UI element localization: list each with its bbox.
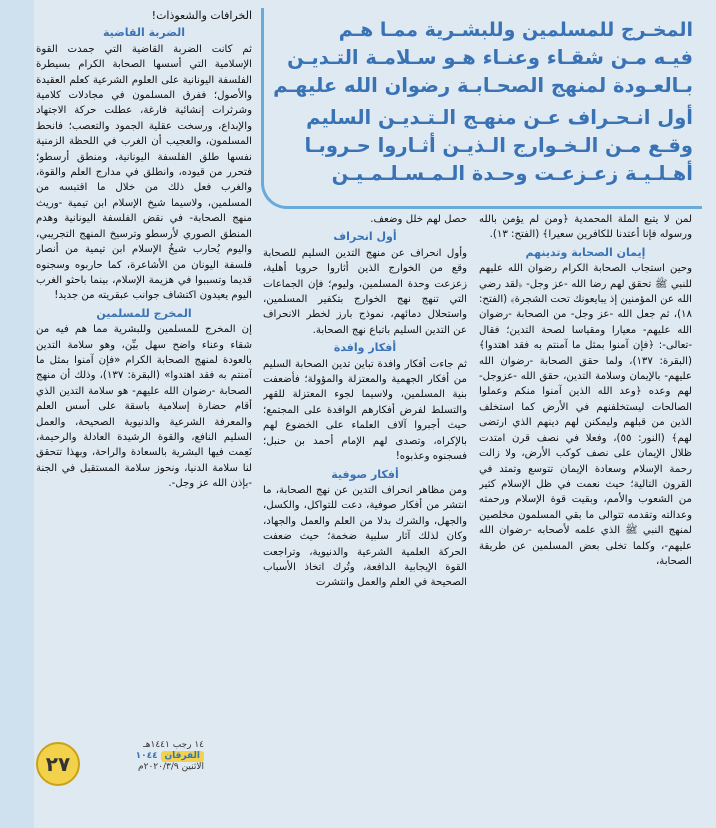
section-heading: إيمان الصحابة وتدينهم (525, 245, 646, 259)
paragraph: وحين استجاب الصحابة الكرام رضوان الله عليهم للنبي ﷺ تحقق لهم رضا الله -عز وجل- ﴿لقد رضي الله عن المؤمنين إذ يبايعونك تحت الشجرة﴾ (الفتح: ١٨)، ثم جعل الله -عز وجل- من الصحابة -رضوان الله عليهم- معيارا ومقياسا لصحة التدين؛ فقال -تعالى-: ﴿فإن آمنوا بمثل ما آمنتم به فقد اهتدوا﴾ (البقرة: ١٣٧)، ولما حقق الصحابة -رضوان الله عليهم- بالإيمان وسلامة التدين، حقق الله -عزوجل- لهم وعده ﴿وعد الله الذين آمنوا منكم وعملوا الصالحات ليستخلفنهم في الأرض كما استخلف الذين من قبلهم وليمكنن لهم دينهم الذي ارتضى لهم﴾ (النور: ٥٥)، وفعلا في نصف قرن امتدت ظلال الإيمان على نصف كوكب الأرض، ولا زالت رحمة الإسلام وسعادة الإيمان تتوسع وتمتد في القرون التالية؛ حيث نعمت في ظل الإسلام كثير من الشعوب والأمم، وبقيت قوة الإسلام ورحمته وعدالته وتقدمه تتوالى ما بقي المسلمون مخلصين لمنهج النبي ﷺ الذي علمه لأصحابه -رضوان الله عليهم-، وكلما تخلى بعض المسلمين عن طريقة الصحابة، (479, 263, 692, 567)
pull-quote-box (263, 16, 693, 204)
pull-quote-line: أهـلـيـة زعـزعـت وحـدة الـمـسـلـمـيـن (331, 162, 693, 185)
pull-quote-line: فيـه مـن شقـاء وعنـاء هـو سـلامـة التـديـن (287, 46, 693, 69)
paragraph: ثم كانت الضربة القاضية التي جمدت القوة الإسلامية التي أسسها الصحابة الكرام بسيطرة الفلسفة اليونانية على العلوم الشرعية كعلم العقيدة والأصول؛ ففرق المسلمون في مجادلات كلامية وشرثرات إنشائية فارغة، عطلت حركة الاجتهاد والإبداع، ورسخت عقلية الجمود والتعصب؛ فانحط المسلمون، والعجيب أن الغرب في اللحظة الزمنية نفسها طلق الفلسفة اليونانية، ومنطق أرسطو؛ فتحرر من قيوده، وانطلق في مدارج العلم والقوة، والغرب فعل ذلك من خلال ما اقتبسه من المسلمين، ولاسيما شيخ الإسلام ابن تيمية -وريث منهج الصحابة- في نقض الفلسفة اليونانية وهدم المنطق الصوري لأرسطو وترسيخ المنهج التجريبي، واليوم يُحارب شيخُ الإسلام ابن تيمية من أنصار فلسفة اليونان من الأشاعرة، كما حاربوه وسجنوه قديما وتسببوا في هزيمة الإسلام، بينما باحثو الغرب اليوم يعيدون اكتشاف جوانب عبقريته من جديد! (36, 43, 252, 302)
paragraph: ومن مظاهر انحراف التدين عن نهج الصحابة، ما انتشر من أفكار صوفية، دعت للتواكل، والكسل، والجهل، والشرك بدلا من العلم والعمل والجهاد، وكان لذلك آثار سلبية ضخمة؛ حيث ضعفت الحركة العلمية الشرعية والدنيوية، وتراجعت القوة الإيجابية الدافعة، وتُرك اتخاذ الأسباب الصحيحة في العلم والعمل وانتشرت (263, 484, 467, 589)
section-heading: المخرج للمسلمين (96, 306, 192, 320)
gregorian-date: الاثنين ٢٠٢٠/٣/٩م (138, 762, 204, 772)
pull-quote-line: المخـرج للمسلمين وللبشـرية ممـا هـم (338, 19, 693, 41)
issue-info (84, 740, 204, 773)
pull-quote-line: أول انـحـراف عـن منهـج الـتـديـن السليم (306, 106, 693, 129)
left-column (36, 6, 252, 734)
section-heading: أول انحراف (333, 230, 397, 244)
continued-text: الخرافات والشعوذات! (151, 9, 252, 22)
magazine-name: الفرقان (161, 751, 205, 762)
paragraph: حصل لهم خلل وضعف. (370, 214, 467, 225)
page-footer (36, 738, 264, 788)
pull-quote-line: بـالعـودة لمنهج الصحـابـة رضوان الله عليهـم (273, 74, 693, 97)
page-number-badge (36, 742, 80, 786)
section-heading: الضربة القاضية (103, 26, 185, 40)
paragraph: لمن لا يتبع الملة المحمدية ﴿ومن لم يؤمن بالله ورسوله فإنا أعتدنا للكافرين سعيرا﴾ (الفتح: ١٣). (479, 214, 692, 241)
right-column (479, 212, 692, 824)
section-heading: أفكار صوفية (331, 467, 399, 481)
page-edge-band (0, 0, 34, 828)
page-number: ٢٧ (45, 752, 71, 776)
middle-column (263, 212, 467, 807)
section-heading: أفكار وافدة (333, 341, 397, 355)
hijri-date: ١٤ رجب ١٤٤١هـ (143, 740, 204, 750)
issue-number: ١٠٤٤ (135, 751, 158, 761)
paragraph: إن المخرج للمسلمين وللبشرية مما هم فيه من شقاء وعناء واضح سهل بيِّن، وهو سلامة التدين بالعودة لمنهج الصحابة الكرام «فإن آمنوا بمثل ما آمنتم به فقد اهتدوا» (البقرة: ١٣٧)، وذلك أن منهج الصحابة -رضوان الله عليهم- هو سلامة التدين الذي أقام حضارة إسلامية باسقة على أسس العلم والمعرفة الشرعية والدنيوية الصحيحة، والعمل السليم النافع، والقوة الرشيدة العادلة والرحيمة، نَعِمت فيها البشرية بالسعادة والراحة، وبهذا تتحقق لنا سلامة الدنيا، ونحوز سلامة المستقبل في الجنة -بإذن الله عز وجل-. (36, 324, 252, 490)
paragraph: وأول انحراف عن منهج التدين السليم للصحابة وقع من الخوارج الذين أثاروا حروبا أهلية، زعزعت وحدة المسلمين، وليوم؛ فإن الجماعات التي تنهج نهج الخوارج بتكفير المسلمين، واستحلال دمائهم، نموذج بارز لخطر الانحراف عن التدين السليم باتباع نهج الصحابة. (263, 247, 467, 336)
pull-quote-line: وقـع مـن الـخـوارج الـذيـن أثـاروا حـروبـا (304, 134, 693, 157)
paragraph: ثم جاءت أفكار وافدة تباين تدين الصحابة السليم من أفكار الجهمية والمعتزلة والمؤولة؛ فأضعفت بنية المسلمين، ولاسيما لجوء المعتزلة للقهر والتسلط لفرض أفكارهم الوافدة على المجتمع؛ حيث أجبروا آلاف العلماء على الخضوع لهم بالإكراه، وتصدى لهم الإمام أحمد بن حنبل؛ فسجنوه وعذبوه! (263, 358, 467, 463)
